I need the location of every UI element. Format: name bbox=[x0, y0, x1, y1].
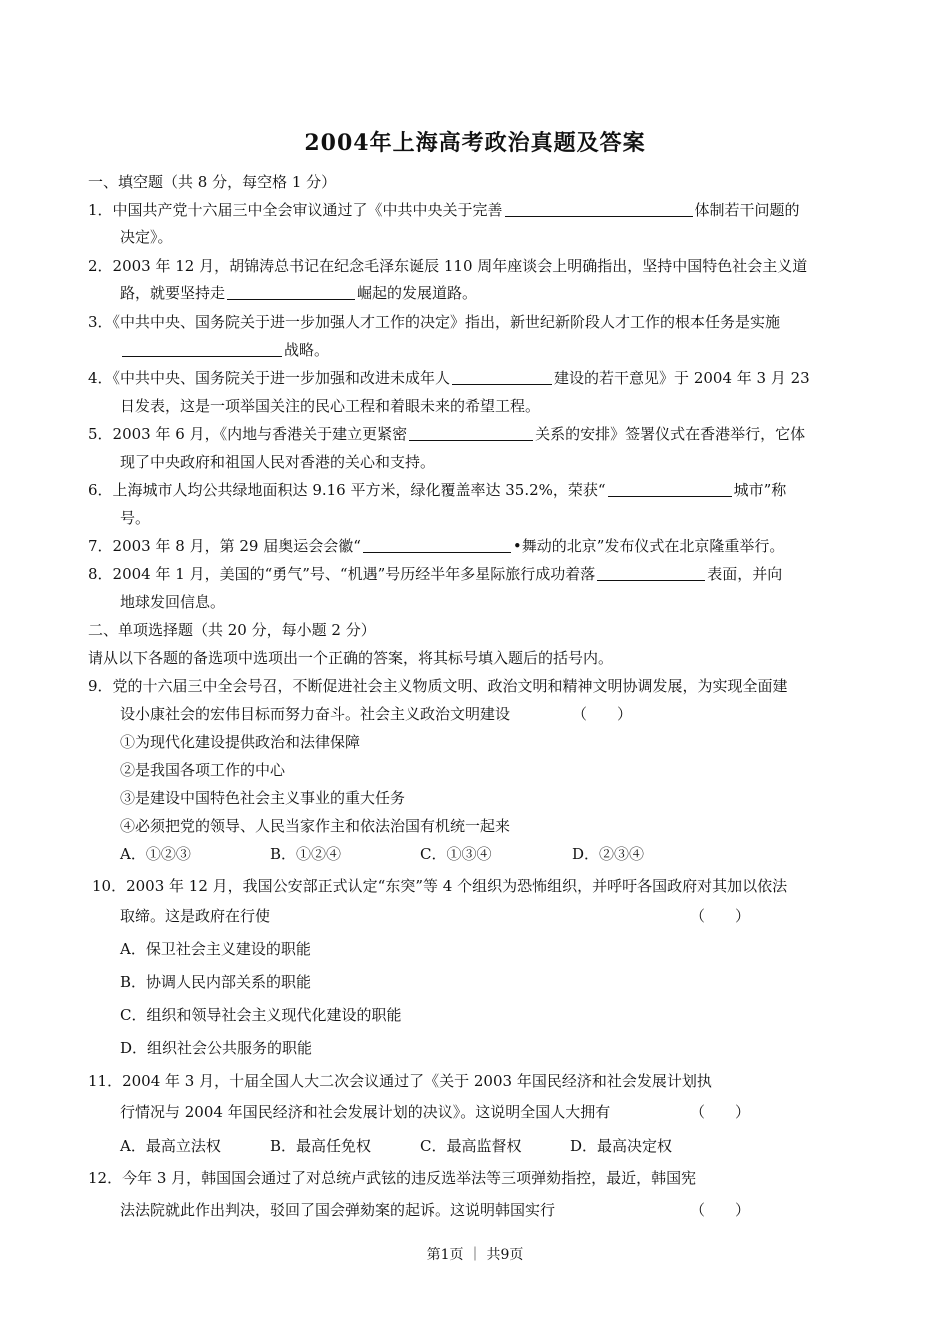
q4-blank bbox=[452, 369, 552, 385]
q6-text-a: 6．上海城市人均公共绿地面积达 9.16 平方米，绿化覆盖率达 35.2%，荣获“ bbox=[88, 481, 606, 499]
q9-item-3: ③是建设中国特色社会主义事业的重大任务 bbox=[120, 789, 406, 807]
q11-option-d: D．最高决定权 bbox=[570, 1137, 673, 1155]
q9-option-b: B．①②④ bbox=[270, 845, 342, 863]
q4-text-b: 建设的若干意见》于 2004 年 3 月 23 bbox=[554, 369, 810, 387]
section1-heading: 一、填空题（共 8 分，每空格 1 分） bbox=[88, 173, 337, 191]
section2-instruction: 请从以下各题的备选项中选项出一个正确的答案，将其标号填入题后的括号内。 bbox=[88, 649, 614, 667]
q10-option-a: A．保卫社会主义建设的职能 bbox=[120, 940, 311, 958]
q9-item-4: ④必须把党的领导、人民当家作主和依法治国有机统一起来 bbox=[120, 817, 511, 835]
q10-option-b: B．协调人民内部关系的职能 bbox=[120, 973, 312, 991]
q4-line2: 日发表，这是一项举国关注的民心工程和着眼未来的希望工程。 bbox=[120, 397, 541, 415]
q10-line2: 取缔。这是政府在行使 bbox=[120, 907, 271, 925]
q5-text-b: 关系的安排》签署仪式在香港举行，它体 bbox=[535, 425, 806, 443]
q12-line1: 12．今年 3 月，韩国国会通过了对总统卢武铉的违反选举法等三项弹劾指控，最近，韩国宪 bbox=[88, 1169, 697, 1187]
q11-answer-paren: （ ） bbox=[690, 1103, 751, 1121]
q9-answer-paren: （ ） bbox=[572, 705, 633, 723]
page-title: 2004年上海高考政治真题及答案 bbox=[304, 130, 646, 156]
q2-line2 bbox=[120, 283, 477, 303]
q11-option-a: A．最高立法权 bbox=[120, 1137, 221, 1155]
q6-text-b: 城市”称 bbox=[733, 481, 787, 499]
q6-line2: 号。 bbox=[120, 509, 151, 527]
q12-line2: 法法院就此作出判决，驳回了国会弹劾案的起诉。这说明韩国实行 bbox=[120, 1201, 556, 1219]
q1-blank bbox=[505, 201, 693, 217]
q10-option-d: D．组织社会公共服务的职能 bbox=[120, 1039, 313, 1057]
page-footer: 第1页 ｜ 共9页 bbox=[426, 1247, 524, 1263]
q3-blank bbox=[122, 341, 282, 357]
q12-answer-paren: （ ） bbox=[690, 1201, 751, 1219]
q6-line1 bbox=[88, 480, 786, 500]
q11-option-c: C．最高监督权 bbox=[420, 1137, 522, 1155]
q8-text-a: 8．2004 年 1 月，美国的“勇气”号、“机遇”号历经半年多星际旅行成功着落 bbox=[88, 565, 596, 583]
q8-blank bbox=[597, 565, 705, 581]
q7-text-a: 7．2003 年 8 月，第 29 届奥运会会徽“ bbox=[88, 537, 361, 555]
q7-blank bbox=[363, 537, 511, 553]
q3-line2 bbox=[120, 340, 329, 360]
q1-text-a: 1．中国共产党十六届三中全会审议通过了《中共中央关于完善 bbox=[88, 201, 503, 219]
q3-text-b: 战略。 bbox=[284, 341, 330, 359]
q4-text-a: 4．《中共中央、国务院关于进一步加强和改进未成年人 bbox=[88, 369, 451, 387]
q11-line2: 行情况与 2004 年国民经济和社会发展计划的决议》。这说明全国人大拥有 bbox=[120, 1103, 611, 1121]
q1-line2: 决定》。 bbox=[120, 228, 173, 246]
q11-option-b: B．最高任免权 bbox=[270, 1137, 372, 1155]
q8-line2: 地球发回信息。 bbox=[120, 593, 226, 611]
q1-text-b: 体制若干问题的 bbox=[694, 201, 800, 219]
q6-blank bbox=[608, 481, 732, 497]
q2-text-c: 崛起的发展道路。 bbox=[357, 284, 478, 302]
q5-line1 bbox=[88, 424, 805, 444]
q5-text-a: 5．2003 年 6 月，《内地与香港关于建立更紧密 bbox=[88, 425, 408, 443]
q11-line1: 11．2004 年 3 月，十届全国人大二次会议通过了《关于 2003 年国民经济和社会发展计划执 bbox=[88, 1072, 712, 1090]
q9-item-1: ①为现代化建设提供政治和法律保障 bbox=[120, 733, 361, 751]
q2-text-b: 路，就要坚持走 bbox=[120, 284, 226, 302]
q8-line1 bbox=[88, 564, 782, 584]
q5-blank bbox=[409, 425, 533, 441]
q10-line1: 10．2003 年 12 月，我国公安部正式认定“东突”等 4 个组织为恐怖组织，并呼吁各国政府对其加以依法 bbox=[92, 877, 788, 895]
q2-blank bbox=[227, 284, 355, 300]
q8-text-b: 表面，并向 bbox=[707, 565, 783, 583]
q7-line1 bbox=[88, 536, 784, 556]
q10-option-c: C．组织和领导社会主义现代化建设的职能 bbox=[120, 1006, 402, 1024]
q5-line2: 现了中央政府和祖国人民对香港的关心和支持。 bbox=[120, 453, 436, 471]
q9-option-d: D．②③④ bbox=[572, 845, 645, 863]
q9-line1: 9．党的十六届三中全会号召，不断促进社会主义物质文明、政治文明和精神文明协调发展，为实现全面建 bbox=[88, 677, 788, 695]
q4-line1 bbox=[88, 368, 810, 388]
q9-item-2: ②是我国各项工作的中心 bbox=[120, 761, 286, 779]
q9-option-c: C．①③④ bbox=[420, 845, 492, 863]
q10-answer-paren: （ ） bbox=[690, 907, 751, 925]
q1-line1 bbox=[88, 200, 800, 220]
q9-option-a: A．①②③ bbox=[120, 845, 191, 863]
q7-text-b: •舞动的北京”发布仪式在北京隆重举行。 bbox=[512, 537, 785, 555]
q9-line2: 设小康社会的宏伟目标而努力奋斗。社会主义政治文明建设 bbox=[120, 705, 511, 723]
q2-line1 bbox=[88, 256, 807, 276]
q2-text-a: 2．2003 年 12 月，胡锦涛总书记在纪念毛泽东诞辰 110 周年座谈会上明确指出，坚持中国特色社会主义道 bbox=[88, 257, 808, 275]
section2-heading: 二、单项选择题（共 20 分，每小题 2 分） bbox=[88, 621, 376, 639]
q3-line1: 3．《中共中央、国务院关于进一步加强人才工作的决定》指出，新世纪新阶段人才工作的根本任务是实施 bbox=[88, 313, 781, 331]
